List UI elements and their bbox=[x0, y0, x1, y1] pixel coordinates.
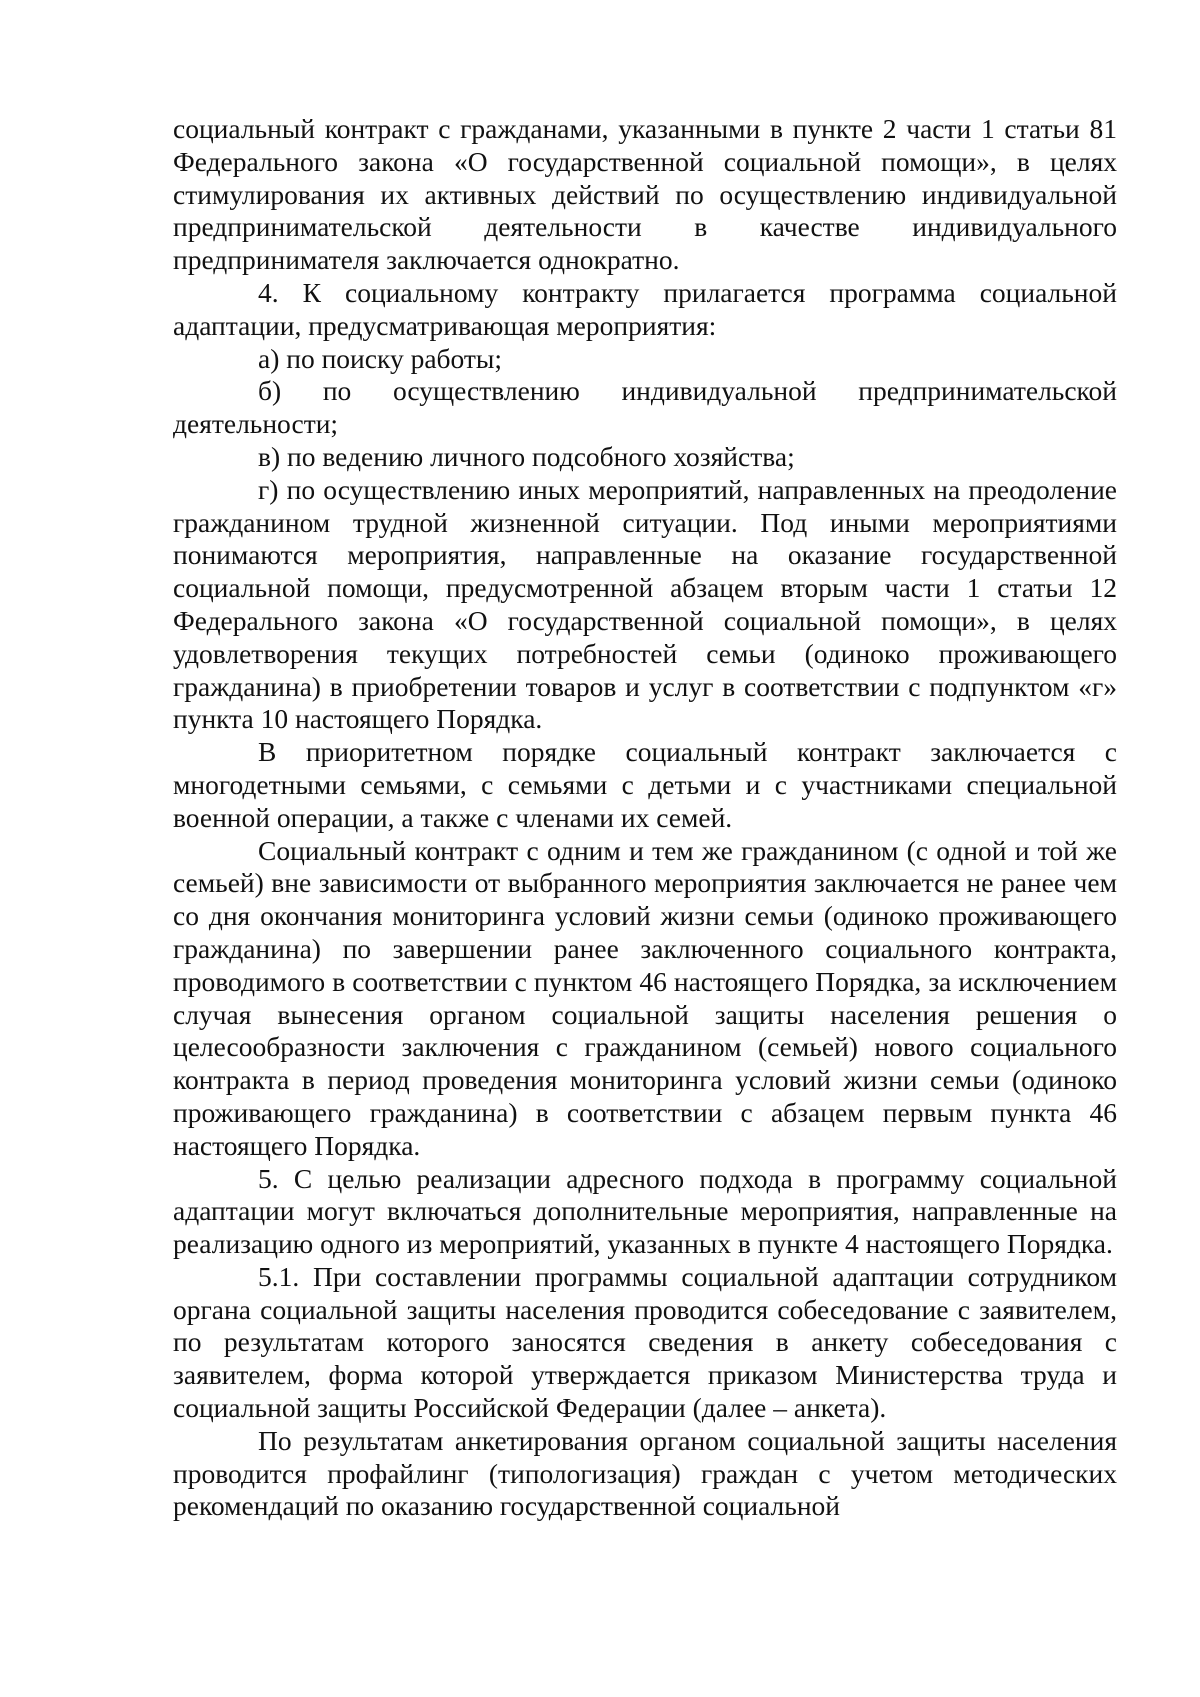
document-body bbox=[173, 113, 1117, 1523]
paragraph-repeat-contract: Социальный контракт с одним и тем же гражданином (с одной и той же семьей) вне зависимости от выбранного мероприятия заключается не ранее чем со дня окончания мониторинга условий жизни семьи (одиноко проживающего гражданина) по завершении ранее заключенного социального контракта, проводимого в соответствии с пунктом 46 настоящего Порядка, за исключением случая вынесения органом социальной защиты населения решения о целесообразности заключения с гражданином (семьей) нового социального контракта в период проведения мониторинга условий жизни семьи (одиноко проживающего гражданина) в соответствии с абзацем первым пункта 46 настоящего Порядка. bbox=[173, 834, 1117, 1161]
paragraph-item-5-1: 5.1. При составлении программы социальной адаптации сотрудником органа социальной защиты населения проводится собеседование с заявителем, по результатам которого заносятся сведения в анкету собеседования с заявителем, форма которой утверждается приказом Министерства труда и социальной защиты Российской Федерации (далее – анкета). bbox=[173, 1260, 1117, 1424]
paragraph-subitem-a: а) по поиску работы; bbox=[258, 342, 503, 374]
paragraph-item-4: 4. К социальному контракту прилагается программа социальной адаптации, предусматривающая мероприятия: bbox=[173, 276, 1117, 341]
paragraph-priority: В приоритетном порядке социальный контракт заключается с многодетными семьями, с семьями с детьми и с участниками специальной военной операции, а также с членами их семей. bbox=[173, 736, 1117, 833]
paragraph-subitem-v: в) по ведению личного подсобного хозяйства; bbox=[258, 440, 795, 472]
paragraph-item-5: 5. С целью реализации адресного подхода в программу социальной адаптации могут включаться дополнительные мероприятия, направленные на реализацию одного из мероприятий, указанных в пункте 4 настоящего Порядка. bbox=[173, 1162, 1117, 1260]
paragraph-profiling: По результатам анкетирования органом социальной защиты населения проводится профайлинг (типологизация) граждан с учетом методических рекомендаций по оказанию государственной социальной bbox=[173, 1424, 1117, 1522]
paragraph-subitem-g: г) по осуществлению иных мероприятий, направленных на преодоление гражданином трудной жизненной ситуации. Под иными мероприятиями понимаются мероприятия, направленные на оказание государственной социальной помощи, предусмотренной абзацем вторым части 1 статьи 12 Федерального закона «О государственной социальной помощи», в целях удовлетворения текущих потребностей семьи (одиноко проживающего гражданина) в приобретении товаров и услуг в соответствии с подпунктом «г» пункта 10 настоящего Порядка. bbox=[173, 473, 1117, 735]
paragraph-subitem-b: б) по осуществлению индивидуальной предпринимательской деятельности; bbox=[173, 375, 1117, 440]
paragraph-continuation: социальный контракт с гражданами, указанными в пункте 2 части 1 статьи 81 Федерального закона «О государственной социальной помощи», в целях стимулирования их активных действий по осуществлению индивидуальной предпринимательской деятельности в качестве индивидуального предпринимателя заключается однократно. bbox=[173, 113, 1117, 276]
